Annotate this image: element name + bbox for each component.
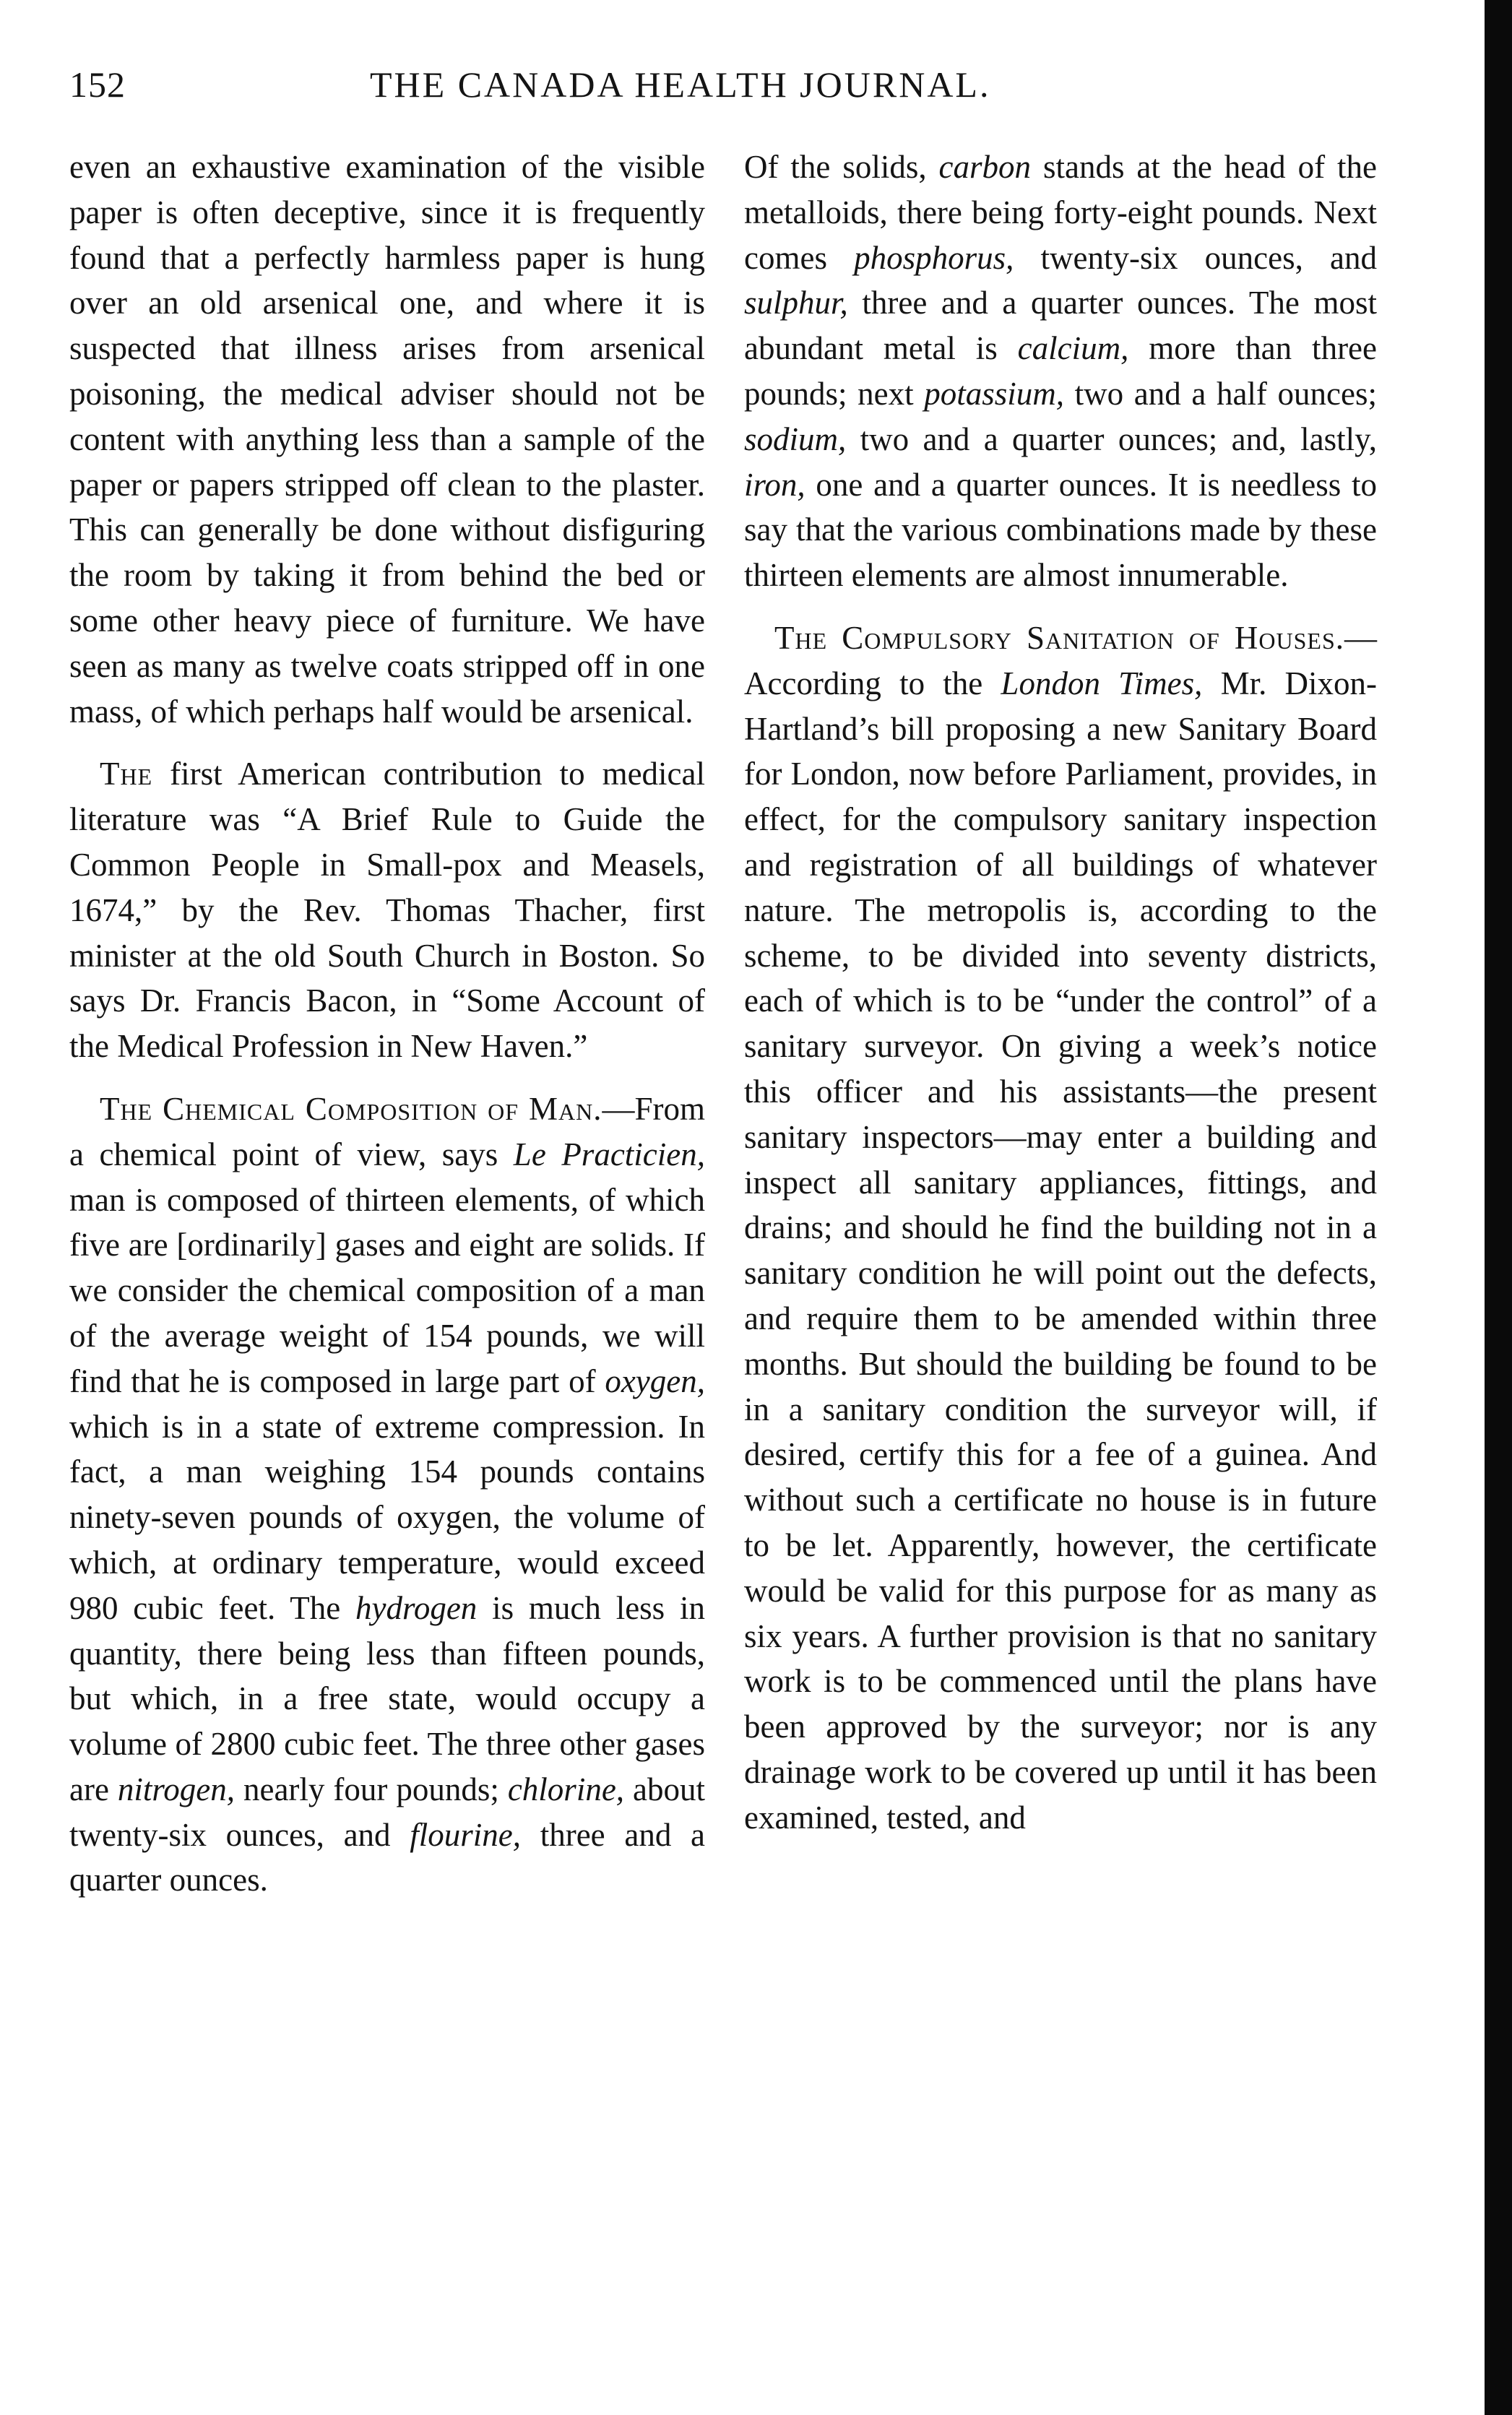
paragraph-text: two and a half ounces; bbox=[1064, 375, 1377, 412]
paragraph-text: twenty-six ounces, and bbox=[1014, 239, 1377, 276]
running-title: THE CANADA HEALTH JOURNAL. bbox=[370, 64, 991, 105]
paragraph-text: more than three pounds; next bbox=[744, 330, 1377, 412]
paragraph-solids bbox=[744, 144, 1377, 598]
element-name: flourine, bbox=[410, 1816, 522, 1853]
element-name: carbon bbox=[938, 149, 1032, 185]
section-heading: The Compulsory Sanitation of Houses. bbox=[774, 619, 1344, 656]
paragraph-text: three and a quarter ounces. bbox=[69, 1816, 705, 1898]
running-header bbox=[52, 64, 1439, 114]
paragraph-text: nearly four pounds; bbox=[235, 1771, 508, 1807]
element-name: potassium, bbox=[924, 375, 1065, 412]
source-title: Le Practicien, bbox=[513, 1136, 705, 1172]
paragraph-text: stands at the head of the metalloids, there being forty-eight pounds. Next comes bbox=[744, 149, 1377, 276]
element-name: chlorine, bbox=[507, 1771, 625, 1807]
paragraph-text: about twenty-six ounces, and bbox=[69, 1771, 705, 1853]
paragraph-text: two and a quarter ounces; and, lastly, bbox=[846, 420, 1377, 457]
paragraph-text: Of the solids, bbox=[744, 149, 939, 185]
paragraph-text: is much less in quantity, there being less than fifteen pounds, but which, in a free state, would occupy a volume of 2800 cubic feet. The three other gases are bbox=[69, 1589, 706, 1807]
scan-border-edge bbox=[1485, 0, 1512, 2415]
right-column bbox=[744, 144, 1377, 1840]
lead-word: The bbox=[100, 756, 153, 792]
page-number: 152 bbox=[69, 64, 126, 105]
paragraph-text: three and a quarter ounces. The most abundant metal is bbox=[744, 285, 1377, 367]
paragraph-compulsory-sanitation bbox=[744, 615, 1377, 1841]
paragraph-chemical-composition bbox=[69, 1086, 705, 1903]
element-name: hydrogen bbox=[355, 1589, 478, 1626]
paragraph-text: one and a quarter ounces. It is needless to say that the various combinations made by these thirteen elements are almost innumerable. bbox=[744, 466, 1377, 594]
paragraph-american-contribution bbox=[69, 751, 705, 1069]
paragraph-text: man is composed of thirteen elements, of which five are [ordinarily] gases and eight are solids. If we consider the chemical composition of a man of the average weight of 154 pounds, we will find that he is composed in large part of bbox=[69, 1181, 705, 1399]
left-column bbox=[69, 144, 705, 1903]
element-name: oxygen, bbox=[605, 1362, 705, 1399]
element-name: sodium, bbox=[744, 420, 847, 457]
element-name: iron, bbox=[744, 466, 805, 503]
paragraph-text: —From a chemical point of view, says bbox=[69, 1090, 705, 1172]
element-name: nitrogen, bbox=[117, 1771, 235, 1807]
paragraph-text: —According to the bbox=[744, 619, 1377, 701]
element-name: phosphorus, bbox=[854, 239, 1014, 276]
source-title: London Times, bbox=[1001, 665, 1203, 701]
paragraph-text: which is in a state of extreme compression. In fact, a man weighing 154 pounds contains ninety-seven pounds of oxygen, the volume of which, at ordinary temperature, would exceed 980 cubic feet. The bbox=[69, 1408, 705, 1626]
element-name: calcium, bbox=[1017, 330, 1129, 367]
element-name: sulphur, bbox=[744, 285, 848, 321]
section-heading: The Chemical Composition of Man. bbox=[100, 1090, 602, 1127]
paragraph-text: first American contribution to medical literature was “A Brief Rule to Guide the Common People in Small-pox and Measels, 1674,” by the Rev. Thomas Thacher, first minister at the old South Church in Boston. So says Dr. Francis Bacon, in “Some Account of the Medical Profession in New Haven.” bbox=[69, 756, 705, 1065]
paragraph-text: Mr. Dixon-Hartland’s bill proposing a new Sanitary Board for London, now before Parliament, provides, in effect, for the compulsory sanitary inspection and registration of all buildings of whatever nature. The metropolis is, according to the scheme, to be divided into seventy districts, each of which is to be “under the control” of a sanitary surveyor. On giving a week’s notice this officer and his assistants—the present sanitary inspectors—may enter a building and inspect all sanitary appliances, fittings, and drains; and should he find the building not in a sanitary condition he will point out the defects, and require them to be amended within three months. But should the building be found to be in a sanitary condition the surveyor will, if desired, certify this for a fee of a guinea. And without such a certificate no house is in future to be let. Apparently, however, the certificate would be valid for this purpose for as many as six years. A further provision is that no sanitary work is to be commenced until the plans have been approved by the surveyor; nor is any drainage work to be covered up until it has been examined, tested, and bbox=[744, 665, 1377, 1836]
paragraph-arsenical-paper: even an exhaustive examination of the visible paper is often deceptive, since it is frequently found that a perfectly harmless paper is hung over an old arsenical one, and where it is suspected that illness arises from arsenical poisoning, the medical adviser should not be content with anything less than a sample of the paper or papers stripped off clean to the plaster. This can generally be done without disfiguring the room by taking it from behind the bed or some other heavy piece of furniture. We have seen as many as twelve coats stripped off in one mass, of which perhaps half would be arsenical. bbox=[69, 149, 705, 730]
